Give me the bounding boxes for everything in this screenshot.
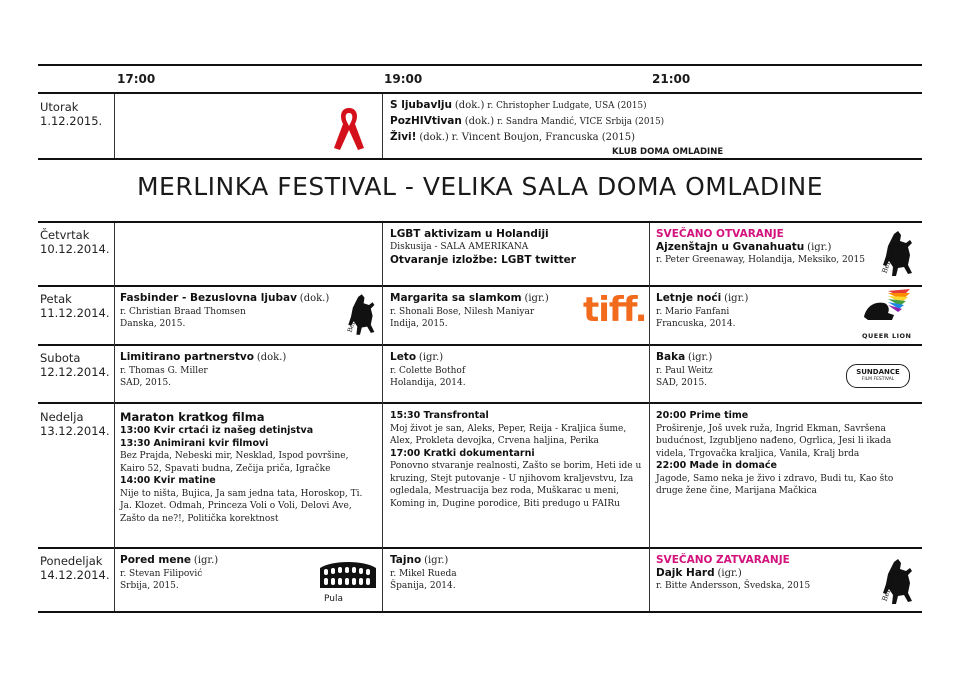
monday-col2 — [390, 554, 590, 593]
film-country: Srbija, 2015. — [120, 581, 179, 591]
film-list-line: Nije to ništa, Bujica, Ja sam jedna tata, Horoskop, Ti. — [120, 488, 363, 499]
tuesday-bottom-rule — [38, 158, 922, 160]
film-list-line: Ja. Klozet. Odmah, Princeza Voli o Voli, Delovi Ave, — [120, 501, 352, 511]
time-header-2100: 21:00 — [652, 72, 691, 86]
program-slot: 15:30 Transfrontal — [390, 410, 489, 421]
event-title: LGBT aktivizam u Holandiji — [390, 228, 549, 240]
tuesday-program — [390, 98, 720, 146]
film-credit: r. Christopher Ludgate, USA (2015) — [487, 101, 647, 111]
friday-col3 — [656, 292, 856, 331]
film-title: Letnje noći — [656, 292, 722, 304]
film-credit: r. Paul Weitz — [656, 365, 713, 376]
thursday-col3 — [656, 228, 876, 267]
svg-text:Berlinale: Berlinale — [880, 241, 900, 275]
time-header-1900: 19:00 — [384, 72, 423, 86]
day-date: 14.12.2014. — [40, 568, 110, 582]
film-credit: r. Shonali Bose, Nilesh Maniyar — [390, 306, 535, 317]
program-slot: 14:00 Kvir matine — [120, 475, 216, 486]
monday-col1 — [120, 554, 310, 593]
film-list-line: Moj život je san, Aleks, Peper, Reija - Kraljica šume, — [390, 423, 627, 434]
saturday-col1 — [120, 351, 370, 390]
divider — [382, 223, 383, 611]
film-list-line: Zašto da ne?!, Politička korektnost — [120, 513, 279, 524]
film-type: (igr.) — [524, 293, 549, 304]
film-entry — [390, 114, 720, 130]
day-date: 11.12.2014. — [40, 306, 110, 320]
film-type: (igr.) — [418, 352, 444, 363]
film-title: S ljubavlju — [390, 99, 453, 111]
divider — [382, 94, 383, 158]
program-slot: 13:00 Kvir crtaći iz našeg detinjstva — [120, 425, 314, 436]
film-title: Pored mene — [120, 554, 192, 566]
film-credit: r. Thomas G. Miller — [120, 365, 208, 376]
film-type: (dok.) — [464, 116, 495, 127]
film-credit: r. Colette Bothof — [390, 365, 466, 376]
film-type: (igr.) — [193, 555, 219, 566]
film-type: (igr.) — [807, 241, 832, 253]
film-country: Indija, 2015. — [390, 319, 448, 329]
svg-text:Berlinale: Berlinale — [346, 303, 364, 334]
event-title: Otvaranje izložbe: LGBT twitter — [390, 253, 576, 266]
program-slot: 13:30 Animirani kvir filmovi — [120, 437, 269, 449]
sundance-logo-sub: FILM FESTIVAL — [861, 377, 895, 382]
day-label-sunday — [40, 410, 110, 438]
program-title: Maraton kratkog filma — [120, 410, 265, 424]
program-slot: 22:00 Made in domaće — [656, 460, 777, 471]
red-ribbon-icon — [330, 104, 368, 154]
sunday-col2 — [390, 410, 646, 510]
film-title: Dajk Hard — [656, 566, 715, 579]
monday-col3 — [656, 554, 866, 593]
day-name: Petak — [40, 292, 72, 306]
film-credit: r. Stevan Filipović — [120, 568, 203, 579]
divider — [114, 94, 115, 158]
film-title: Fasbinder - Bezuslovna ljubav — [120, 292, 297, 304]
day-label-tuesday — [40, 100, 102, 128]
day-label-monday — [40, 554, 110, 582]
day-date: 13.12.2014. — [40, 424, 110, 438]
sunday-col3 — [656, 410, 918, 498]
tiff-logo-icon: tiff. — [583, 290, 647, 330]
queer-lion-label: QUEER LION — [862, 332, 912, 340]
sundance-logo-text: SUNDANCE — [856, 368, 900, 376]
film-title: Živi! — [390, 131, 417, 143]
film-country: SAD, 2015. — [120, 378, 172, 388]
film-country: Danska, 2015. — [120, 319, 186, 329]
film-entry — [390, 98, 720, 114]
film-title: Ajzenštajn u Gvanahuatu — [656, 240, 805, 253]
film-type: (igr.) — [724, 293, 749, 304]
time-header-1700: 17:00 — [117, 72, 156, 86]
day-name: Nedelja — [40, 410, 84, 424]
film-list-line: Ponovno stvaranje realnosti, Zašto se borim, Heti ide u — [390, 461, 642, 471]
film-list-line: Kairo 52, Spavati budna, Zečija priča, Igračke — [120, 463, 331, 474]
film-list-line: Bez Prajda, Nebeski mir, Nesklad, Ispod površine, — [120, 451, 349, 461]
day-date: 1.12.2015. — [40, 114, 103, 128]
film-list-line: Jagode, Samo neka je živo i zdravo, Budi tu, Kao što — [656, 473, 894, 484]
day-name: Četvrtak — [40, 228, 90, 242]
film-type: (dok.) — [454, 100, 485, 111]
day-name: Subota — [40, 351, 81, 365]
film-type: (dok.) — [299, 293, 330, 304]
day-label-thursday — [40, 228, 110, 256]
film-list-line: druge žene čine, Marijana Mačkica — [656, 486, 817, 496]
film-title: PozHIVtivan — [390, 115, 462, 127]
thursday-bottom-rule — [38, 285, 922, 287]
sunday-bottom-rule — [38, 547, 922, 549]
film-credit: r. Vincent Boujon, Francuska (2015) — [451, 132, 636, 143]
divider — [649, 223, 650, 611]
day-date: 12.12.2014. — [40, 365, 110, 379]
film-list-line: Alex, Prokleta devojka, Crvena haljina, Perika — [390, 436, 599, 446]
day-name: Ponedeljak — [40, 554, 103, 568]
film-country: Španija, 2014. — [390, 581, 456, 591]
queer-lion-icon — [858, 287, 914, 331]
sunday-col1 — [120, 410, 378, 525]
program-slot: 20:00 Prime time — [656, 410, 749, 421]
closing-label: SVEČANO ZATVARANJE — [656, 554, 790, 566]
film-credit: r. Mikel Rueda — [390, 568, 457, 579]
berlinale-bear-icon — [876, 228, 916, 278]
saturday-bottom-rule — [38, 402, 922, 404]
friday-col2 — [390, 292, 590, 331]
saturday-col3 — [656, 351, 856, 390]
thursday-col2 — [390, 228, 645, 267]
film-credit: r. Christian Braad Thomsen — [120, 306, 246, 317]
film-credit: r. Sandra Mandić, VICE Srbija (2015) — [497, 117, 665, 127]
header-rule — [38, 92, 922, 94]
friday-col1 — [120, 292, 350, 331]
day-name: Utorak — [40, 100, 79, 114]
film-type: (igr.) — [717, 567, 742, 579]
svg-text:Berlinale: Berlinale — [880, 569, 900, 603]
bottom-rule — [38, 611, 922, 613]
title-bottom-rule — [38, 221, 922, 223]
event-detail: Diskusija - SALA AMERIKANA — [390, 242, 529, 252]
top-rule — [38, 64, 922, 66]
film-list-line: Koming in, Dugine porodice, Biti predugo u FAIRu — [390, 498, 620, 509]
film-title: Limitirano partnerstvo — [120, 351, 254, 363]
film-list-line: Proširenje, Još uvek ruža, Ingrid Ekman, Savršena — [656, 423, 886, 434]
film-entry — [390, 130, 720, 146]
day-date: 10.12.2014. — [40, 242, 110, 256]
film-title: Baka — [656, 351, 686, 363]
opening-label: SVEČANO OTVARANJE — [656, 228, 784, 240]
film-country: SAD, 2015. — [656, 378, 708, 388]
berlinale-bear-icon — [876, 556, 916, 606]
sundance-icon — [846, 364, 910, 388]
film-country: Francuska, 2014. — [656, 319, 736, 329]
day-label-friday — [40, 292, 110, 320]
film-list-line: kruzing, Stejt putovanje - U njihovom kraljevstvu, Iza — [390, 473, 634, 484]
film-title: Margarita sa slamkom — [390, 292, 522, 304]
pula-logo-text: Pula — [324, 594, 343, 604]
berlinale-bear-icon — [342, 290, 378, 338]
film-type: (igr.) — [424, 555, 449, 566]
film-country: Holandija, 2014. — [390, 378, 466, 388]
divider — [114, 223, 115, 611]
film-title: Tajno — [390, 554, 422, 566]
film-type: (igr.) — [688, 352, 713, 363]
film-list-line: budućnost, Izgubljeno nađeno, Ogrlica, Jesi li ikada — [656, 436, 892, 446]
film-credit: r. Peter Greenaway, Holandija, Meksiko, 2015 — [656, 255, 865, 265]
film-credit: r. Mario Fanfani — [656, 306, 730, 317]
film-title: Leto — [390, 351, 417, 363]
day-label-saturday — [40, 351, 110, 379]
film-type: (dok.) — [256, 352, 287, 363]
film-type: (dok.) — [419, 132, 449, 143]
venue-label: KLUB DOMA OMLADINE — [612, 147, 724, 157]
pula-arena-icon — [318, 558, 378, 592]
festival-title: MERLINKA FESTIVAL - VELIKA SALA DOMA OMLADINE — [136, 172, 824, 201]
program-slot: 17:00 Kratki dokumentarni — [390, 447, 535, 459]
saturday-col2 — [390, 351, 640, 390]
film-list-line: ogledala, Mestruacija bez roda, Muškarac u meni, — [390, 486, 619, 496]
friday-bottom-rule — [38, 344, 922, 346]
film-list-line: videla, Trgovačka kraljica, Vanila, Kralj brda — [656, 448, 860, 459]
film-credit: r. Bitte Andersson, Švedska, 2015 — [656, 581, 811, 591]
